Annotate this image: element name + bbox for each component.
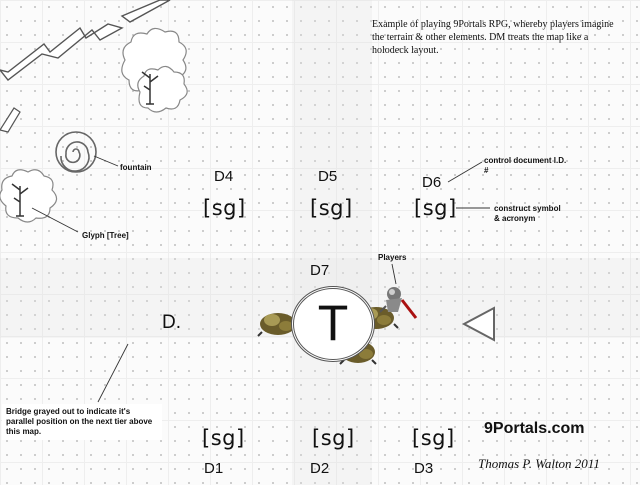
construct-symbol-d1[interactable]: [sg] <box>202 426 245 450</box>
construct-symbol-d3[interactable]: [sg] <box>412 426 455 450</box>
site-link[interactable]: 9Portals.com <box>484 420 585 437</box>
construct-symbol-d6[interactable]: [sg] <box>414 196 457 220</box>
triangle-arrow-icon <box>464 308 494 340</box>
door-id-d4: D4 <box>214 168 234 185</box>
entry-label[interactable]: D. <box>162 312 181 333</box>
tree-glyph-icon <box>122 28 187 112</box>
bridge-note: Bridge grayed out to indicate it's parallel position on the next tier above this map. <box>2 404 162 440</box>
construct-symbol-d4[interactable]: [sg] <box>203 196 246 220</box>
door-id-d2: D2 <box>310 460 330 477</box>
tree-glyph-icon <box>0 170 57 222</box>
construct-label: construct symbol & acronym <box>494 204 561 223</box>
spiral-fountain-icon <box>56 132 96 172</box>
glyph-label: Glyph [Tree] <box>82 231 129 240</box>
door-id-d7: D7 <box>310 262 330 279</box>
players-label: Players <box>378 253 407 262</box>
door-id-d3: D3 <box>414 460 434 477</box>
control-doc-label: control document I.D. # <box>484 156 567 175</box>
door-id-d1: D1 <box>204 460 224 477</box>
construct-symbol-d5[interactable]: [sg] <box>310 196 353 220</box>
lightning-bolt-icon <box>0 24 122 80</box>
door-id-d5: D5 <box>318 168 338 185</box>
door-id-d6: D6 <box>422 174 442 191</box>
fountain-label: fountain <box>120 163 152 172</box>
author-signature: Thomas P. Walton 2011 <box>478 456 600 471</box>
portal-symbol: T <box>317 295 349 351</box>
map-caption: Example of playing 9Portals RPG, whereby players imagine the terrain & other elements. DM treats the map like a holodeck layout. <box>372 19 614 56</box>
construct-symbol-d2[interactable]: [sg] <box>312 426 355 450</box>
